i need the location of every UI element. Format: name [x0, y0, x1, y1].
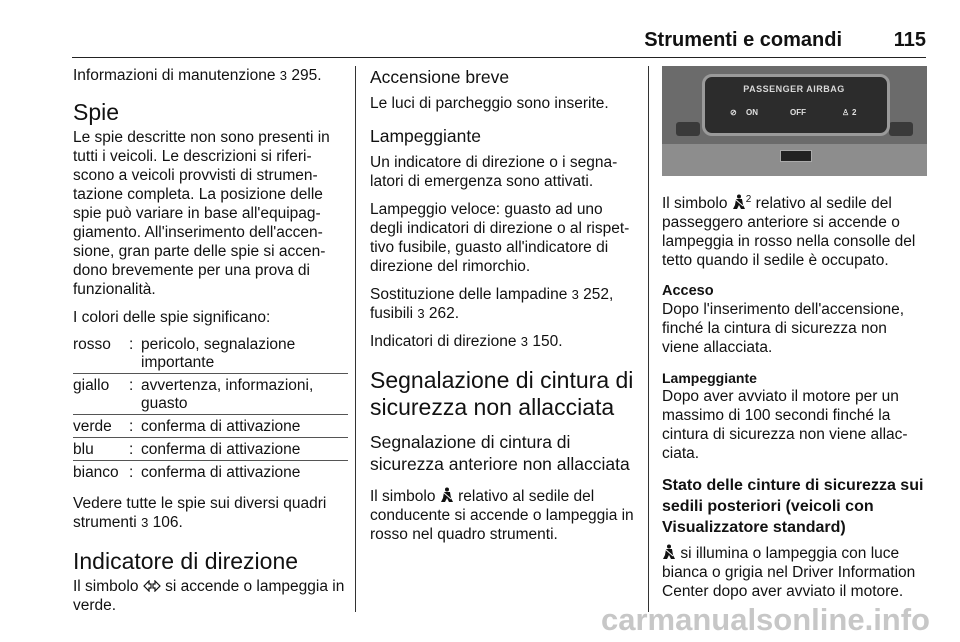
- seatbelt-icon: [732, 194, 746, 210]
- airbag-console-photo: [662, 66, 927, 176]
- table-row: bianco : conferma di attivazione: [73, 461, 348, 484]
- indicator-paragraph: Il simbolo si accende o lampeggia in verde.: [73, 578, 345, 614]
- airbag-off-icon: ⊘: [730, 108, 737, 117]
- column-right: [662, 66, 927, 610]
- column-divider: [648, 66, 649, 612]
- color-name: bianco: [73, 464, 119, 481]
- color-meaning: pericolo, segnalazione importante: [141, 333, 348, 374]
- heading-front-belt: Segnalazione di cintura di sicurezza anteriore non allacciata: [370, 432, 630, 474]
- heading-blinking: Lampeggiante: [662, 370, 757, 387]
- passenger-airbag-label: PASSENGER AIRBAG: [743, 84, 845, 94]
- page-header: [0, 0, 960, 60]
- column-left: [73, 66, 348, 624]
- heading-on: Acceso: [662, 283, 714, 300]
- console-clip: [889, 122, 913, 136]
- color-name: blu: [73, 438, 129, 461]
- heading-short-activation: Accensione breve: [370, 67, 510, 87]
- console-switch: [780, 150, 812, 162]
- seatbelt-icon: [440, 487, 454, 503]
- seat-number: 2: [745, 194, 752, 205]
- heading-rear-belts: Stato delle cinture di sicurezza sui sedili posteriori (veicoli con Visualizzatore standard): [662, 477, 924, 537]
- see-all-ref: Vedere tutte le spie sui diversi quadri strumenti 3 106.: [73, 495, 327, 531]
- seatbelt-icon: [662, 544, 676, 560]
- column-divider: [355, 66, 356, 612]
- xref-icon: 3: [520, 334, 529, 349]
- header-rule: [72, 57, 926, 58]
- maintenance-ref: Informazioni di manutenzione 3 295.: [73, 67, 322, 84]
- rear-belts-text: si illumina o lampeggia con luce bianca o grigia nel Driver Information Center dopo aver avviato il motore.: [662, 545, 916, 601]
- airbag-status-icons: [724, 100, 874, 116]
- table-row: verde : conferma di attivazione: [73, 415, 348, 438]
- color-name: giallo: [73, 374, 129, 415]
- section-heading-indicator: Indicatore di direzione: [73, 548, 299, 574]
- color-meaning: avvertenza, informazioni, guasto: [141, 374, 348, 415]
- header-title: Strumenti e comandi: [644, 29, 842, 51]
- page-number: 115: [893, 29, 926, 51]
- color-name: rosso: [73, 333, 129, 374]
- section-heading-spie: Spie: [73, 99, 120, 125]
- flashing-text-1: Un indicatore di direzione o i segna-latori di emergenza sono attivati.: [370, 154, 618, 190]
- airbag-on-label: ON: [746, 108, 758, 117]
- xref-icon: 3: [417, 306, 425, 321]
- table-row: blu : conferma di attivazione: [73, 438, 348, 461]
- turn-signal-icon: [143, 580, 161, 592]
- on-text: Dopo l'inserimento dell'accensione, finché la cintura di sicurezza non viene allacciata.: [662, 301, 904, 357]
- xref-icon: 3: [571, 287, 579, 302]
- section-heading-belt: Segnalazione di cintura di sicurezza non allacciata: [370, 367, 634, 420]
- column-middle: [370, 66, 638, 553]
- bulbs-fuses-ref: Sostituzione delle lampadine 3 252, fusibili 3 262.: [370, 286, 614, 322]
- color-name: verde: [73, 415, 129, 438]
- front-belt-text: Il simbolo relativo al sedile del conducente si accende o lampeggia in rosso nel quadro strumenti.: [370, 488, 634, 543]
- airbag-off-label: OFF: [790, 108, 806, 117]
- indicators-ref: Indicatori di direzione 3 150.: [370, 333, 563, 350]
- color-meaning: conferma di attivazione: [141, 464, 301, 481]
- console-clip: [676, 122, 700, 136]
- spie-paragraph: Le spie descritte non sono presenti in tutti i veicoli. Le descrizioni si riferi-scono a veicoli provvisti di strumen-tazione completa. La posizione delle spie può variare in base all'equipag-giamento. All'inserimento dell'accen-sione, gran parte delle spie si accen-dono brevemente per una prova di funzionalità.: [73, 129, 330, 298]
- flashing-text-2: Lampeggio veloce: guasto ad uno degli indicatori di direzione o al rispet-tivo fusibile, guasto all'indicatore di direzione del rimorchio.: [370, 201, 630, 275]
- heading-flashing: Lampeggiante: [370, 126, 481, 146]
- table-row: giallo : avvertenza, informazioni, guasto: [73, 374, 348, 415]
- xref-icon: 3: [279, 68, 288, 83]
- short-activation-text: Le luci di parcheggio sono inserite.: [370, 95, 609, 112]
- passenger-symbol-text: Il simbolo $^2$ relativo al sedile del passeggero anteriore si accende o lampeggia in rosso nella consolle del tetto quando il sedile è occupato.: [662, 194, 916, 270]
- color-meaning: conferma di attivazione: [141, 415, 348, 438]
- colors-table: [73, 333, 348, 483]
- color-meaning: conferma di attivazione: [141, 438, 348, 461]
- xref-icon: 3: [141, 515, 149, 530]
- seat-number: 2: [852, 108, 857, 117]
- watermark: carmanualsonline.info: [600, 602, 930, 637]
- seatbelt-icon: ♙: [842, 108, 850, 117]
- colors-intro: I colori delle spie significano:: [73, 309, 271, 326]
- table-row: rosso : pericolo, segnalazione importante: [73, 333, 348, 374]
- blinking-text: Dopo aver avviato il motore per un massimo di 100 secondi finché la cintura di sicurezza non viene allac-ciata.: [662, 388, 908, 463]
